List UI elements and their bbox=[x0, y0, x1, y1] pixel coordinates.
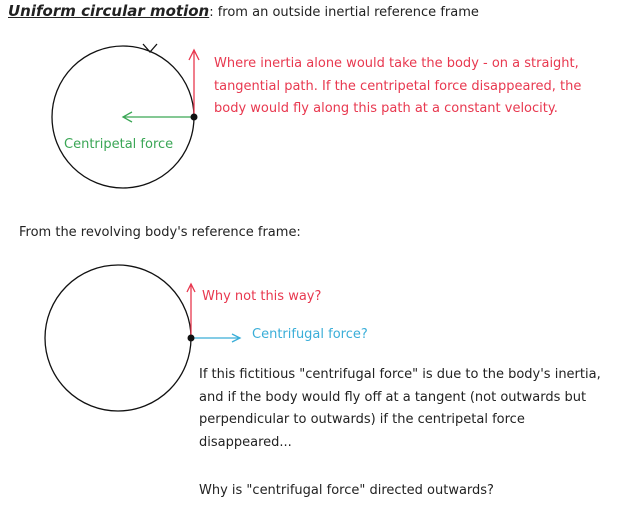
centrifugal-force-label: Centrifugal force? bbox=[252, 327, 368, 342]
final-question: Why is "centrifugal force" directed outwards? bbox=[199, 483, 494, 498]
tangent-line-1: Where inertia alone would take the body - on a straight, bbox=[214, 56, 579, 71]
body-dot-1 bbox=[191, 114, 198, 121]
page-title: Uniform circular motion bbox=[8, 2, 210, 20]
question-line-2: and if the body would fly off at a tangent (not outwards but bbox=[199, 389, 587, 405]
question-line-1: If this fictitious "centrifugal force" is due to the body's inertia, bbox=[199, 367, 601, 382]
question-paragraph bbox=[199, 364, 601, 454]
tangent-line-2: tangential path. If the centripetal force disappeared, the bbox=[214, 78, 582, 94]
centripetal-force-label: Centripetal force bbox=[64, 137, 174, 152]
page-subtitle: : from an outside inertial reference frame bbox=[209, 5, 479, 20]
why-not-label: Why not this way? bbox=[202, 289, 322, 304]
section-heading-revolving-frame: From the revolving body's reference frame: bbox=[19, 225, 301, 240]
tangent-explanation bbox=[214, 53, 581, 121]
question-line-3: perpendicular to outwards) if the centripetal force bbox=[199, 412, 525, 427]
body-dot-2 bbox=[188, 335, 195, 342]
orbit-circle-2 bbox=[45, 265, 191, 411]
tangent-line-3: body would fly along this path at a constant velocity. bbox=[214, 101, 558, 116]
question-line-4: disappeared... bbox=[199, 434, 292, 450]
